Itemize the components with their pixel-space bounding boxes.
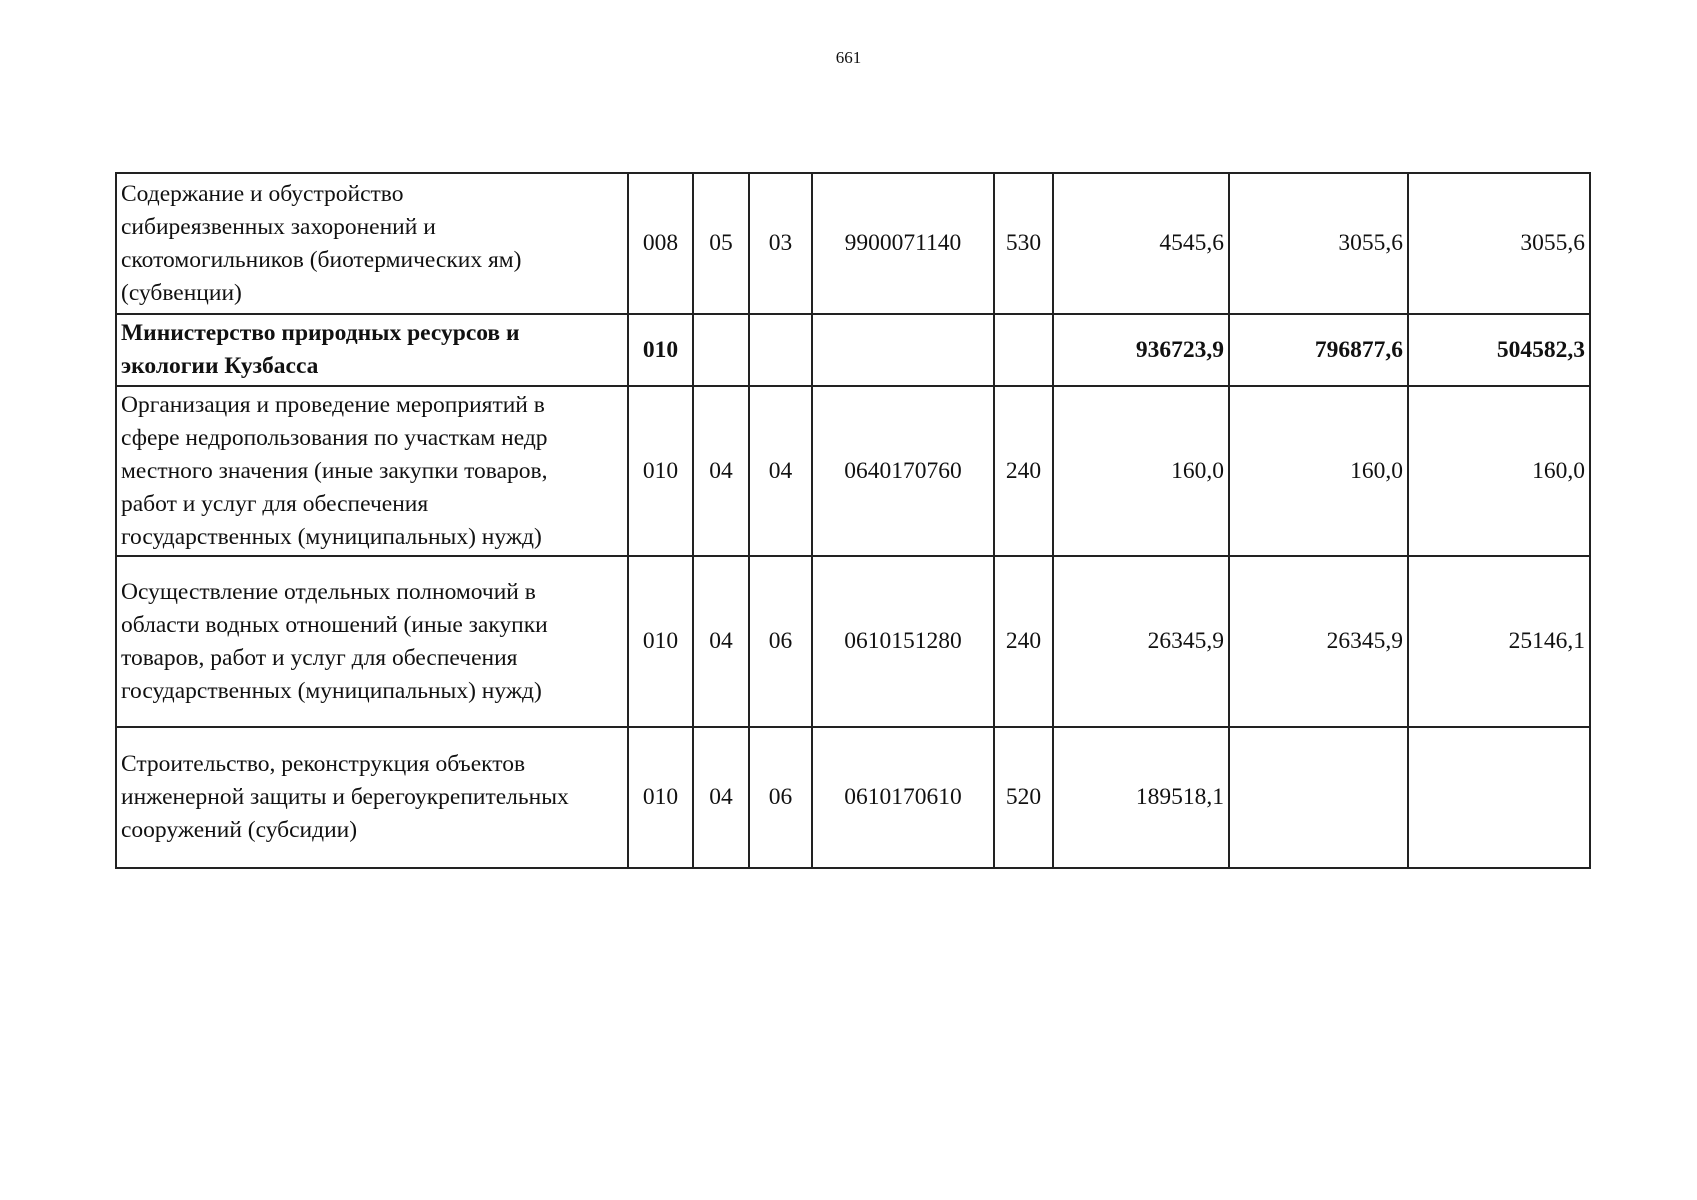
target-item-code: 0640170760 — [812, 386, 994, 556]
expense-type-code: 530 — [994, 173, 1053, 314]
row-description — [116, 386, 628, 556]
amount-year-3: 25146,1 — [1408, 556, 1590, 727]
table-row — [116, 314, 1590, 386]
amount-year-1: 4545,6 — [1053, 173, 1229, 314]
amount-year-2: 26345,9 — [1229, 556, 1408, 727]
description-line: местного значения (иные закупки товаров, — [121, 457, 548, 484]
description-line: Содержание и обустройство — [121, 180, 404, 207]
amount-year-1: 26345,9 — [1053, 556, 1229, 727]
description-line: государственных (муниципальных) нужд) — [121, 677, 542, 704]
expense-type-code: 240 — [994, 386, 1053, 556]
grbs-code: 010 — [628, 386, 693, 556]
description-line: инженерной защиты и берегоукрепительных — [121, 784, 569, 810]
amount-year-1: 189518,1 — [1053, 727, 1229, 868]
description-line: работ и услуг для обеспечения — [121, 490, 429, 517]
amount-year-3: 160,0 — [1408, 386, 1590, 556]
expense-type-code: 240 — [994, 556, 1053, 727]
description-line: скотомогильников (биотермических ям) — [121, 246, 522, 273]
amount-year-2: 3055,6 — [1229, 173, 1408, 314]
amount-year-1: 160,0 — [1053, 386, 1229, 556]
row-description — [116, 556, 628, 727]
table-row — [116, 386, 1590, 556]
description-line: Министерство природных ресурсов и — [121, 320, 520, 346]
table-row — [116, 727, 1590, 868]
amount-year-3: 504582,3 — [1408, 314, 1590, 386]
description-line: (субвенции) — [121, 279, 242, 306]
description-line: государственных (муниципальных) нужд) — [121, 523, 542, 550]
description-line: Осуществление отдельных полномочий в — [121, 578, 536, 605]
expense-type-code: 520 — [994, 727, 1053, 868]
description-line: сооружений (субсидии) — [121, 817, 358, 843]
page-number: 661 — [835, 48, 862, 67]
section-code: 04 — [693, 727, 749, 868]
amount-year-1: 936723,9 — [1053, 314, 1229, 386]
row-description — [116, 173, 628, 314]
grbs-code: 010 — [628, 556, 693, 727]
amount-year-3 — [1408, 727, 1590, 868]
subsection-code: 06 — [749, 727, 812, 868]
grbs-code: 010 — [628, 727, 693, 868]
subsection-code: 04 — [749, 386, 812, 556]
description-line: сфере недропользования по участкам недр — [121, 424, 548, 451]
row-description — [116, 727, 628, 868]
subsection-code — [749, 314, 812, 386]
target-item-code — [812, 314, 994, 386]
amount-year-2: 160,0 — [1229, 386, 1408, 556]
description-line: товаров, работ и услуг для обеспечения — [121, 644, 518, 671]
amount-year-2 — [1229, 727, 1408, 868]
table-row — [116, 556, 1590, 727]
row-description — [116, 314, 628, 386]
budget-table — [115, 172, 1591, 869]
target-item-code: 0610170610 — [812, 727, 994, 868]
amount-year-3: 3055,6 — [1408, 173, 1590, 314]
target-item-code: 0610151280 — [812, 556, 994, 727]
section-code: 04 — [693, 556, 749, 727]
section-code: 05 — [693, 173, 749, 314]
section-code — [693, 314, 749, 386]
description-line: Строительство, реконструкция объектов — [121, 751, 526, 777]
description-line: области водных отношений (иные закупки — [121, 611, 548, 638]
amount-year-2: 796877,6 — [1229, 314, 1408, 386]
subsection-code: 06 — [749, 556, 812, 727]
expense-type-code — [994, 314, 1053, 386]
subsection-code: 03 — [749, 173, 812, 314]
grbs-code: 008 — [628, 173, 693, 314]
description-line: Организация и проведение мероприятий в — [121, 391, 545, 418]
section-code: 04 — [693, 386, 749, 556]
target-item-code: 9900071140 — [812, 173, 994, 314]
description-line: сибиреязвенных захоронений и — [121, 213, 436, 240]
grbs-code: 010 — [628, 314, 693, 386]
table-row — [116, 173, 1590, 314]
description-line: экологии Кузбасса — [121, 353, 319, 379]
